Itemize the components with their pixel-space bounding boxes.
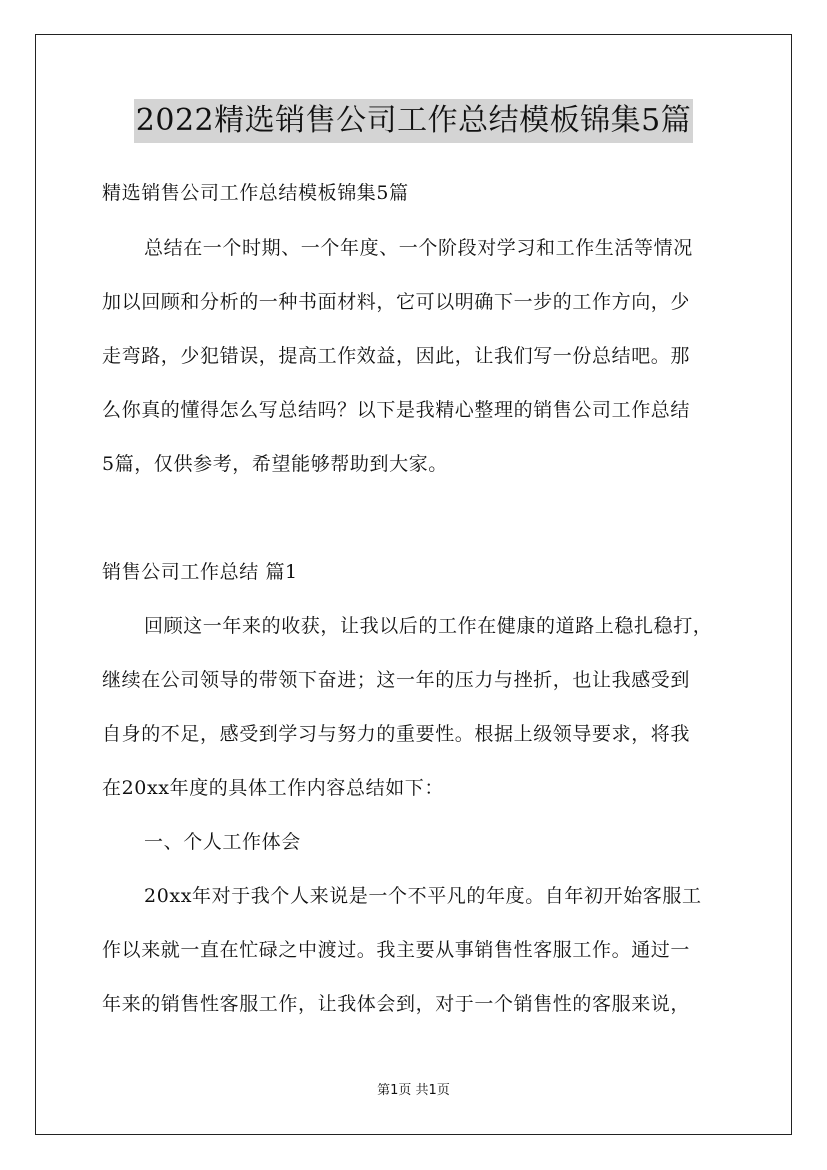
document-title: 2022精选销售公司工作总结模板锦集5篇 [134, 99, 693, 143]
section-paragraph-line: 在20xx年度的具体工作内容总结如下： [102, 777, 445, 799]
section-subheading: 一、个人工作体会 [144, 831, 301, 853]
document-subtitle: 精选销售公司工作总结模板锦集5篇 [102, 182, 409, 204]
intro-line: 加以回顾和分析的一种书面材料，它可以明确下一步的工作方向，少 [102, 291, 691, 313]
intro-line: 5篇，仅供参考，希望能够帮助到大家。 [102, 453, 448, 475]
section-paragraph-line: 20xx年对于我个人来说是一个不平凡的年度。自年初开始客服工 [144, 885, 702, 907]
intro-line: 走弯路，少犯错误，提高工作效益，因此，让我们写一份总结吧。那 [102, 345, 691, 367]
intro-line: 总结在一个时期、一个年度、一个阶段对学习和工作生活等情况 [144, 237, 693, 259]
intro-line: 么你真的懂得怎么写总结吗？以下是我精心整理的销售公司工作总结 [102, 399, 691, 421]
title-container [0, 99, 827, 143]
section-paragraph-line: 继续在公司领导的带领下奋进；这一年的压力与挫折，也让我感受到 [102, 669, 691, 691]
page-footer: 第1页 共1页 [377, 1083, 450, 1098]
section-heading: 销售公司工作总结 篇1 [102, 561, 298, 583]
section-paragraph-line: 年来的销售性客服工作，让我体会到，对于一个销售性的客服来说， [102, 993, 691, 1015]
section-paragraph-line: 作以来就一直在忙碌之中渡过。我主要从事销售性客服工作。通过一 [102, 939, 691, 961]
section-paragraph-line: 回顾这一年来的收获，让我以后的工作在健康的道路上稳扎稳打， [144, 615, 713, 637]
section-paragraph-line: 自身的不足，感受到学习与努力的重要性。根据上级领导要求，将我 [102, 723, 691, 745]
